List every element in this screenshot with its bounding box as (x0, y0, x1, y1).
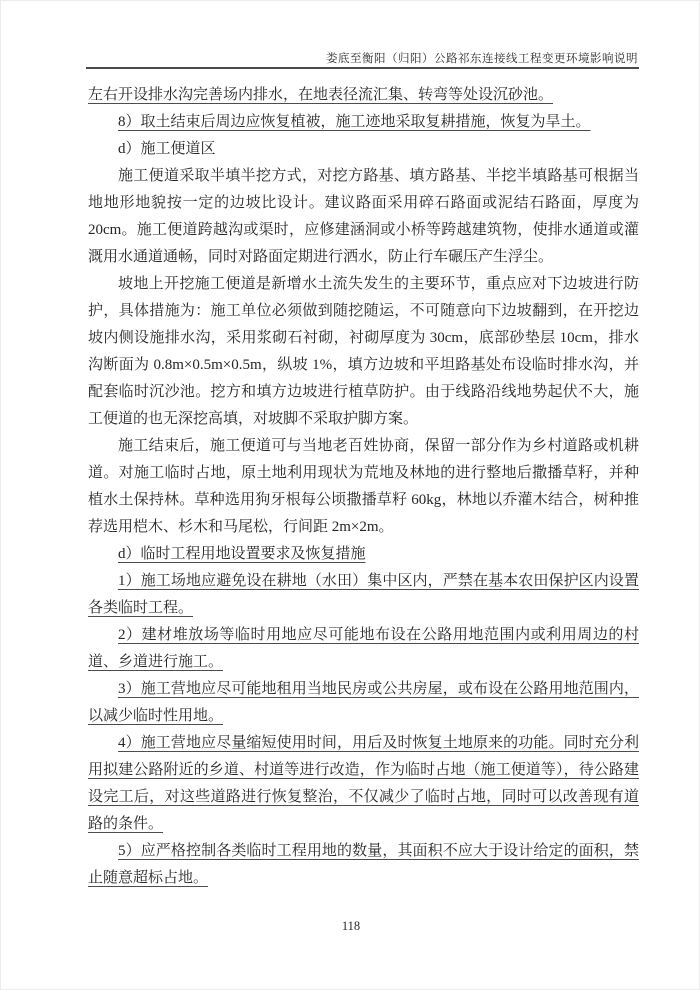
page-number: 118 (341, 919, 361, 933)
paragraph: 3）施工营地应尽可能地租用当地民房或公共房屋，或布设在公路用地范围内，以减少临时性用地。 (88, 681, 639, 724)
paragraph: 2）建材堆放场等临时用地应尽可能地布设在公路用地范围内或利用周边的村道、乡道进行施工。 (88, 627, 639, 670)
paragraph: 5）应严格控制各类临时工程用地的数量，其面积不应大于设计给定的面积，禁止随意超标占地。 (88, 843, 639, 886)
document-body (88, 82, 639, 892)
paragraph: 8）取土结束后周边应恢复植被，施工迹地采取复耕措施，恢复为旱土。 (118, 114, 591, 130)
paragraph: 1）施工场地应避免设在耕地（水田）集中区内，严禁在基本农田保护区内设置各类临时工程。 (88, 573, 639, 616)
paragraph: 左右开设排水沟完善场内排水，在地表径流汇集、转弯等处设沉砂池。 (88, 87, 554, 103)
paragraph: d）临时工程用地设置要求及恢复措施 (118, 546, 366, 562)
running-header: 娄底至衡阳（归阳）公路祁东连接线工程变更环境影响说明 (326, 53, 638, 65)
paragraph: d）施工便道区 (118, 141, 216, 157)
paragraph: 施工结束后，施工便道可与当地老百姓协商，保留一部分作为乡村道路或机耕道。对施工临时占地，原土地利用现状为荒地及林地的进行整地后撒播草籽，并种植水土保持林。草种选用狗牙根每公顷撒播草籽 60kg，林地以乔灌木结合，树种推荐选用桤木、杉木和马尾松，行间距 2m×2m。 (88, 438, 639, 535)
paragraph: 坡地上开挖施工便道是新增水土流失发生的主要环节，重点应对下边坡进行防护，具体措施为：施工单位必须做到随挖随运，不可随意向下边坡翻到，在开挖边坡内侧设施排水沟，采用浆砌石衬砌，衬砌厚度为 30cm，底部砂垫层 10cm，排水沟断面为 0.8m×0.5m×0.5m，纵坡 1%，填方边坡和平坦路基处布设临时排水沟，并配套临时沉沙池。挖方和填方边坡进行植草防护。由于线路沿线地势起伏不大，施工便道的也无深挖高填，对坡脚不采取护脚方案。 (88, 276, 639, 427)
paragraph: 施工便道采取半填半挖方式，对挖方路基、填方路基、半挖半填路基可根据当地地形地貌按一定的边坡比设计。建议路面采用碎石路面或泥结石路面，厚度为 20cm。施工便道跨越沟或渠时，应修建涵洞或小桥等跨越建筑物，使排水通道或灌溉用水通道通畅，同时对路面定期进行洒水，防止行车碾压产生浮尘。 (88, 168, 639, 265)
header-rule (86, 67, 639, 69)
paragraph: 4）施工营地应尽量缩短使用时间，用后及时恢复土地原来的功能。同时充分利用拟建公路附近的乡道、村道等进行改造，作为临时占地（施工便道等），待公路建设完工后，对这些道路进行恢复整治，不仅减少了临时占地，同时可以改善现有道路的条件。 (88, 735, 639, 832)
